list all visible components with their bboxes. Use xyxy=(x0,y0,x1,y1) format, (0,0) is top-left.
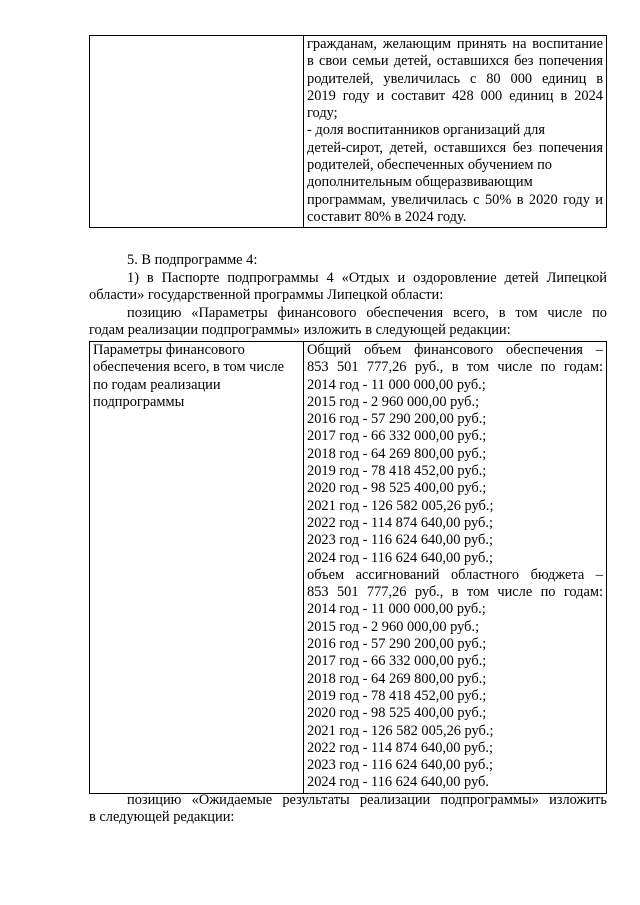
table-line: 2024 год - 116 624 640,00 руб.; xyxy=(307,549,493,566)
table-line: родителей, увеличилась с 80 000 единиц в xyxy=(307,70,603,87)
paragraph-position-1-line-1: позицию «Параметры финансового обеспечения всего, в том числе по xyxy=(127,305,607,321)
table-line: дополнительным общеразвивающим xyxy=(307,174,533,191)
table-line: 2023 год - 116 624 640,00 руб.; xyxy=(307,757,493,774)
table-line: - доля воспитанников организаций для xyxy=(307,122,545,139)
table-line: 2014 год - 11 000 000,00 руб.; xyxy=(307,601,486,618)
paragraph-position-1-line-2: годам реализации подпрограммы» изложить в следующей редакции: xyxy=(89,322,511,338)
table-line: 2018 год - 64 269 800,00 руб.; xyxy=(307,670,487,687)
table-line: гражданам, желающим принять на воспитание xyxy=(307,36,603,52)
table-line: 2015 год - 2 960 000,00 руб.; xyxy=(307,393,480,410)
paragraph-position-2-line-2: в следующей редакции: xyxy=(89,809,235,825)
table-line: обеспечения всего, в том числе xyxy=(93,359,285,376)
paragraph-item-1-line-2: области» государственной программы Липецкой области: xyxy=(89,287,444,303)
financing-table xyxy=(89,341,607,794)
table-cell-right xyxy=(304,36,607,228)
table-line: 2022 год - 114 874 640,00 руб.; xyxy=(307,514,493,531)
table-line: 2016 год - 57 290 200,00 руб.; xyxy=(307,636,487,653)
table-line: детей-сирот, детей, оставшихся без попечения xyxy=(307,139,603,156)
table-line: 2019 год - 78 418 452,00 руб.; xyxy=(307,687,487,704)
table-cell-right xyxy=(304,342,607,794)
table-line: программам, увеличилась с 50% в 2020 году и xyxy=(307,191,603,208)
table-row xyxy=(90,342,607,794)
table-line: году; xyxy=(307,105,338,122)
table-line: по годам реализации xyxy=(93,376,221,393)
table-line: 2020 год - 98 525 400,00 руб.; xyxy=(307,705,487,722)
paragraph-position-2-line-1: позицию «Ожидаемые результаты реализации подпрограммы» изложить xyxy=(127,792,607,808)
table-line: 2017 год - 66 332 000,00 руб.; xyxy=(307,428,487,445)
table-line: 2021 год - 126 582 005,26 руб.; xyxy=(307,722,494,739)
table-line: Параметры финансового xyxy=(93,342,245,358)
table-line: 853 501 777,26 руб., в том числе по годам: xyxy=(307,584,603,601)
table-line: 2014 год - 11 000 000,00 руб.; xyxy=(307,376,486,393)
table-line: 2017 год - 66 332 000,00 руб.; xyxy=(307,653,487,670)
table-line: подпрограммы xyxy=(93,393,185,410)
table-line: Общий объем финансового обеспечения – xyxy=(307,342,603,358)
table-line: 2019 год - 78 418 452,00 руб.; xyxy=(307,463,487,480)
table-line: 2019 году и составит 428 000 единиц в 2024 xyxy=(307,87,603,104)
table-line: 2024 год - 116 624 640,00 руб. xyxy=(307,774,489,791)
table-line: 2015 год - 2 960 000,00 руб.; xyxy=(307,618,480,635)
table-line: 2023 год - 116 624 640,00 руб.; xyxy=(307,532,493,549)
table-line: 2020 год - 98 525 400,00 руб.; xyxy=(307,480,487,497)
table-line: составит 80% в 2024 году. xyxy=(307,208,467,225)
table-line: 2021 год - 126 582 005,26 руб.; xyxy=(307,497,494,514)
table-cell-left xyxy=(90,342,304,794)
paragraph-item-1-line-1: 1) в Паспорте подпрограммы 4 «Отдых и оздоровление детей Липецкой xyxy=(127,270,607,286)
table-row xyxy=(90,36,607,228)
table-line: объем ассигнований областного бюджета – xyxy=(307,566,603,583)
table-line: 2022 год - 114 874 640,00 руб.; xyxy=(307,739,493,756)
results-table-continuation xyxy=(89,35,607,228)
table-line: 2016 год - 57 290 200,00 руб.; xyxy=(307,411,487,428)
table-cell-left xyxy=(90,36,304,228)
table-line: в свои семьи детей, оставшихся без попечения xyxy=(307,53,603,70)
table-line: родителей, обеспеченных обучением по xyxy=(307,157,552,174)
table-line: 2018 год - 64 269 800,00 руб.; xyxy=(307,445,487,462)
paragraph-item-5: 5. В подпрограмме 4: xyxy=(127,252,258,268)
table-line: 853 501 777,26 руб., в том числе по годам: xyxy=(307,359,603,376)
